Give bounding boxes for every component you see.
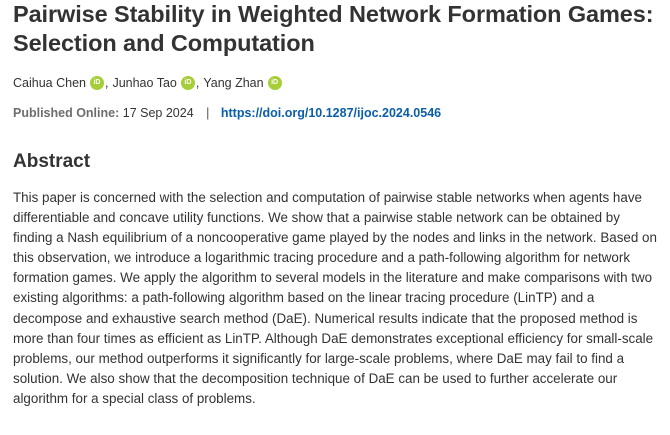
- orcid-icon[interactable]: iD: [268, 76, 282, 90]
- divider: |: [206, 106, 210, 120]
- abstract-heading: Abstract: [13, 151, 91, 172]
- author-separator: ,: [104, 76, 109, 90]
- article-title: Pairwise Stability in Weighted Network Formation Games: Selection and Computation: [13, 1, 654, 56]
- publication-info: [13, 104, 660, 122]
- orcid-icon[interactable]: iD: [90, 76, 104, 90]
- author-name[interactable]: Junhao Tao: [112, 76, 177, 90]
- article-page: [13, 0, 660, 422]
- abstract-text: This paper is concerned with the selection and computation of pairwise stable networks when agents have differentiable and concave utility functions. We show that a pairwise stable network can be obtained by finding a Nash equilibrium of a noncooperative game played by the nodes and links in the network. Based on this observation, we introduce a logarithmic tracing procedure and a path-following algorithm for network formation games. We apply the algorithm to several models in the literature and make comparisons with two existing algorithms: a path-following algorithm based on the linear tracing procedure (LinTP) and a decompose and exhaustive search method (DaE). Numerical results indicate that the proposed method is more than four times as efficient as LinTP. Although DaE demonstrates exceptional efficiency for small-scale problems, our method outperforms it significantly for large-scale problems, where DaE may fail to find a solution. We also show that the decomposition technique of DaE can be used to further accelerate our algorithm for a special class of problems.: [13, 190, 657, 406]
- published-label: Published Online:: [13, 106, 120, 120]
- author-item: [13, 74, 112, 92]
- published-date: 17 Sep 2024: [122, 106, 194, 120]
- author-item: [203, 74, 282, 92]
- author-separator: ,: [195, 76, 200, 90]
- author-name[interactable]: Caihua Chen: [13, 76, 86, 90]
- author-item: [112, 74, 203, 92]
- doi-link[interactable]: https://doi.org/10.1287/ijoc.2024.0546: [220, 106, 442, 120]
- author-list: [13, 74, 660, 92]
- author-name[interactable]: Yang Zhan: [203, 76, 264, 90]
- orcid-icon[interactable]: iD: [181, 76, 195, 90]
